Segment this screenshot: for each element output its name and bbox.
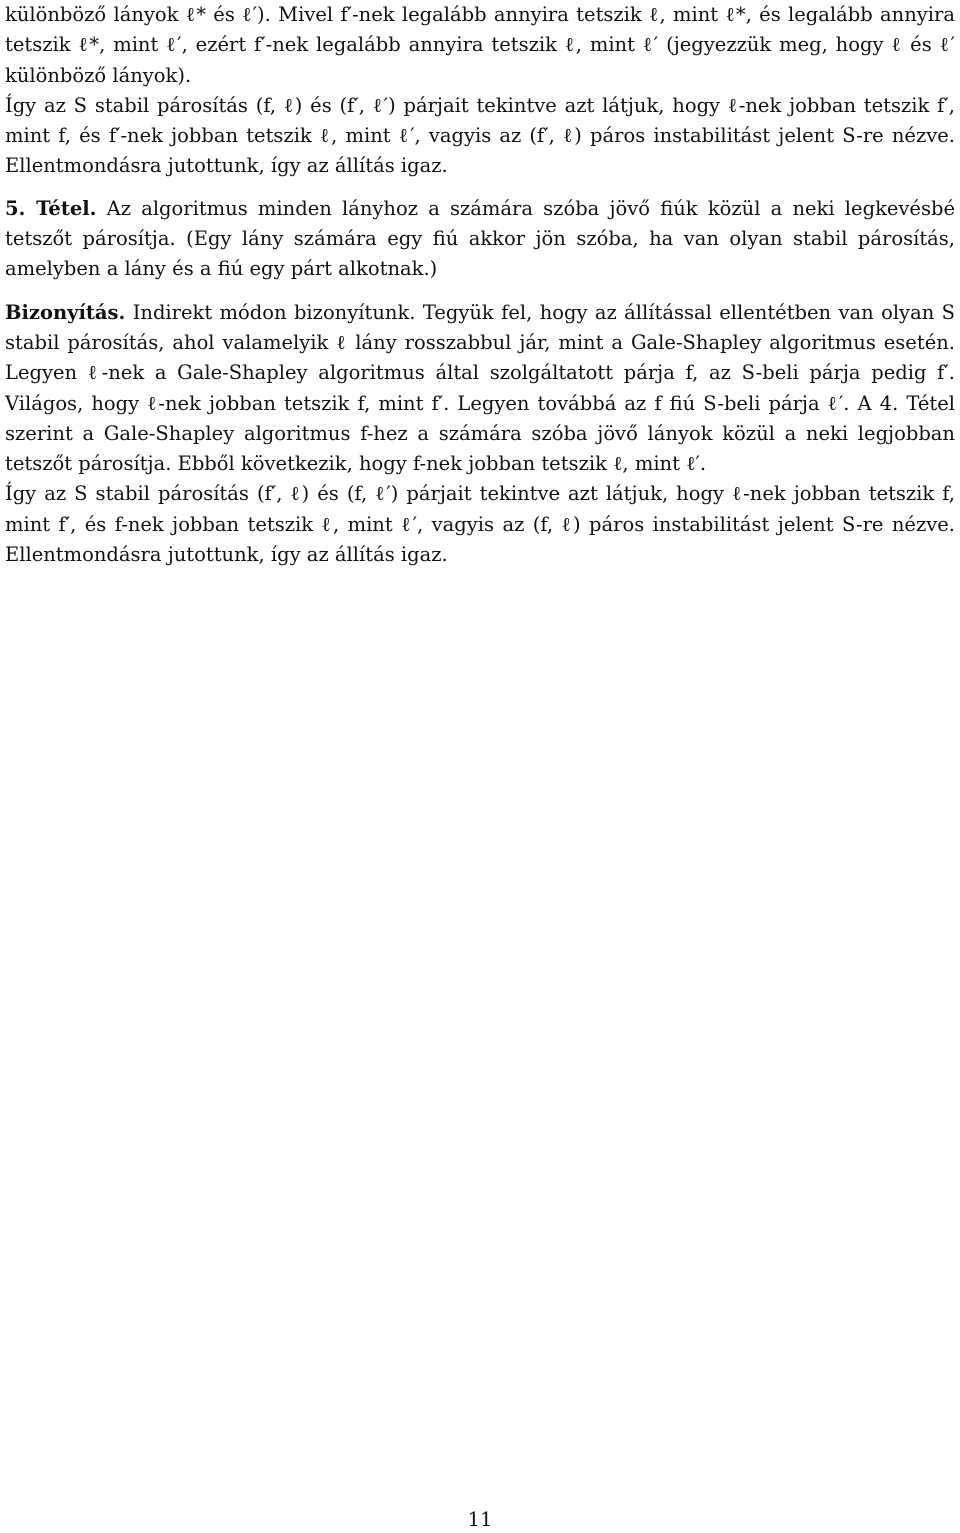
- proof-text: Indirekt módon bizonyítunk. Tegyük fel, hogy az állítással ellentétben van olyan S stabil párosítás, ahol valamelyik ℓ lány rosszabbul jár, mint a Gale-Shapley algoritmus esetén. Legyen ℓ-nek a Gale-Shapley algoritmus által szolgáltatott párja f, az S-beli párja pedig f′. Világos, hogy ℓ-nek jobban tetszik f, mint f′. Legyen továbbá az f fiú S-beli párja ℓ′. A 4. Tétel szerint a Gale-Shapley algoritmus f-hez a számára szóba jövő lányok közül a neki legjobban tetszőt párosítja. Ebből következik, hogy f-nek jobban tetszik ℓ, mint ℓ′.: [5, 300, 955, 476]
- page-number: 11: [467, 1508, 493, 1531]
- paragraph-text: Így az S stabil párosítás (f′, ℓ) és (f, ℓ′) párjait tekintve azt látjuk, hogy ℓ-nek jobban tetszik f, mint f′, és f-nek jobban tetszik ℓ, mint ℓ′, vagyis az (f, ℓ) páros instabilitást jelent S-re nézve. Ellentmondásra jutottunk, így az állítás igaz.: [5, 482, 955, 567]
- paragraph-text: különböző lányok ℓ* és ℓ′). Mivel f′-nek legalább annyira tetszik ℓ, mint ℓ*, és legalább annyira tetszik ℓ*, mint ℓ′, ezért f′-nek legalább annyira tetszik ℓ, mint ℓ′ (jegyezzük meg, hogy ℓ és ℓ′ különböző lányok).: [5, 3, 955, 87]
- proof-paragraph: [5, 298, 955, 480]
- theorem-5: [5, 194, 955, 285]
- paragraph-proof-end: [5, 0, 955, 91]
- paragraph-conclusion-2: [5, 479, 955, 570]
- theorem-text: Az algoritmus minden lányhoz a számára szóba jövő fiúk közül a neki legkevésbé tetszőt párosítja. (Egy lány számára egy fiú akkor jön szóba, ha van olyan stabil párosítás, amelyben a lány és a fiú egy párt alkotnak.): [5, 196, 956, 281]
- proof-label: Bizonyítás.: [5, 300, 126, 324]
- theorem-label: 5. Tétel.: [5, 196, 97, 220]
- paragraph-conclusion-1: [5, 91, 955, 182]
- document-page: [5, 0, 955, 570]
- paragraph-text: Így az S stabil párosítás (f, ℓ) és (f′, ℓ′) párjait tekintve azt látjuk, hogy ℓ-nek jobban tetszik f′, mint f, és f′-nek jobban tetszik ℓ, mint ℓ′, vagyis az (f′, ℓ) páros instabilitást jelent S-re nézve. Ellentmondásra jutottunk, így az állítás igaz.: [5, 93, 955, 178]
